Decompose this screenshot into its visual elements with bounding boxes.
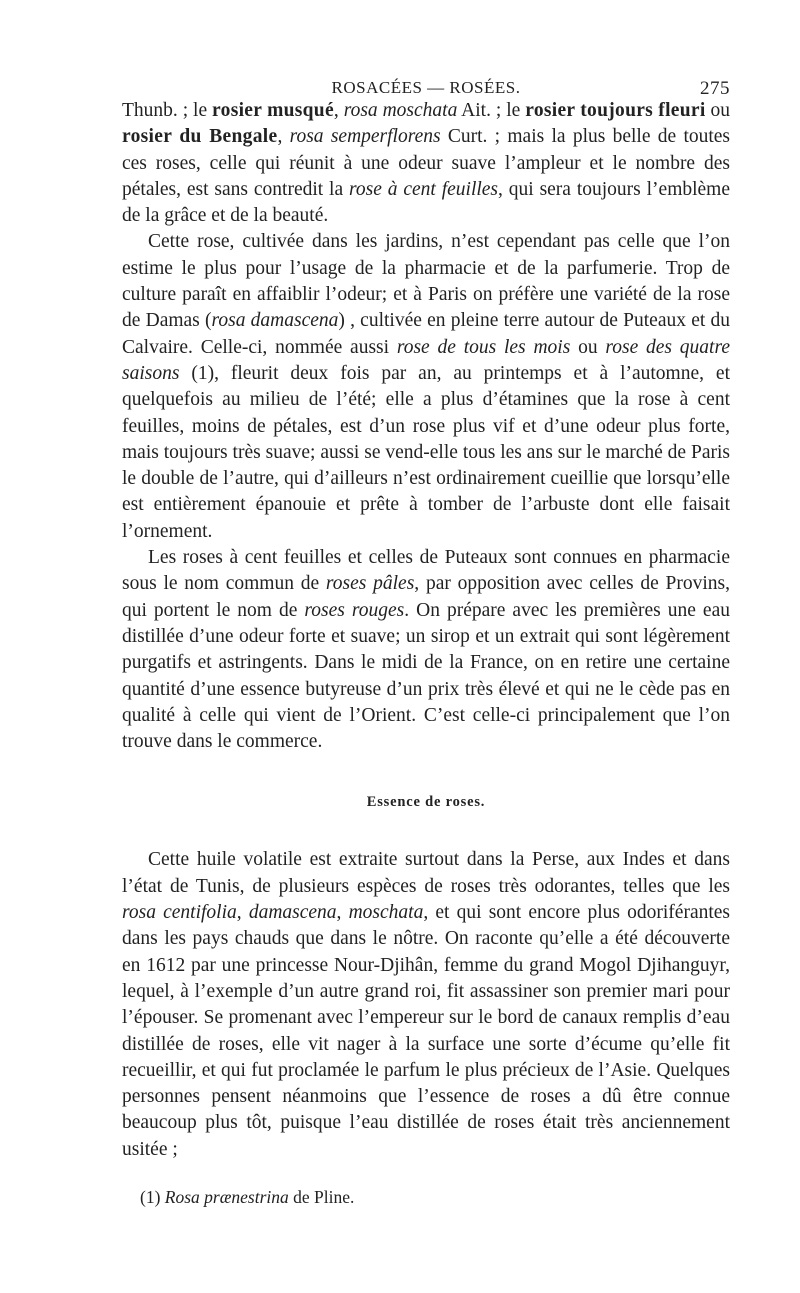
running-head [122, 70, 730, 98]
text-run: Cette rose, cultivée dans les jardins, n’est cependant pas celle que l’on estime le plus pour l’usage de la pharmacie et de la parfumerie. Trop de culture paraît en affaiblir l’odeur; et à Paris on préfère une variété de la rose de Damas ( [122, 231, 730, 332]
italic-term: roses rouges [304, 599, 405, 621]
running-title: ROSACÉES — ROSÉES. [331, 78, 521, 97]
latin-name: Rosa prænestrina [164, 1186, 289, 1207]
paragraph-continuation [122, 98, 730, 229]
text-run: , par opposition avec celles de Provins, qui portent le nom de [122, 573, 730, 621]
latin-name: rosa centifolia [122, 902, 237, 924]
latin-name: moschata [348, 902, 424, 924]
text-run: de Pline. [288, 1186, 355, 1207]
bold-term: rosier du Bengale [122, 126, 278, 148]
text-run: , [236, 902, 249, 924]
page-number: 275 [700, 78, 730, 99]
italic-term: roses pâles [325, 573, 415, 595]
text-run: Ait. ; le [457, 100, 526, 121]
text-run: ) , cultivée en pleine terre autour de Puteaux et du Calvaire. Celle-ci, nommée aussi [122, 310, 730, 358]
text-run: Cette huile volatile est extraite surtout dans la Perse, aux Indes et dans l’état de Tunis, de plusieurs espèces de roses très odorantes, telles que les [122, 849, 730, 897]
book-page [122, 70, 730, 1208]
text-run: , et qui sont encore plus odoriférantes dans les pays chauds que dans le nôtre. On raconte qu’elle a été découverte en 1612 par une princesse Nour-Djihân, femme du grand Mogol Djihanguyr, lequel, à l’exemple d’un autre grand roi, fit assassiner son premier mari pour l’épouser. Se promenant avec l’empereur sur le bord de canaux remplis d’eau distillée de roses, elle vit nager à la surface une sorte d’écume qu’elle fit recueillir, et qui fut proclamée le parfum le plus précieux de l’Asie. Quelques personnes pensent néanmoins que l’essence de roses a dû être connue beaucoup plus tôt, puisque l’eau distillée de roses était très anciennement usitée ; [122, 902, 731, 1160]
latin-name: damascena [248, 902, 337, 924]
bold-term: rosier musqué [212, 100, 334, 121]
text-run: (1), fleurit deux fois par an, au printemps et à l’automne, et quelquefois au milieu de l’été; elle a plus d’étamines que la rose à cent feuilles, moins de pétales, est d’un rose plus vif et d’une odeur plus forte, mais toujours très suave; aussi se vend-elle tous les ans sur le marché de Paris le double de l’autre, qui d’ailleurs n’est ordinairement cueillie que lorsqu’elle est entièrement épanouie et prête à tomber de l’arbuste dont elle faisait l’ornement. [122, 362, 730, 542]
latin-name: rosa moschata [343, 100, 458, 121]
section-title: Essence de roses. [366, 794, 486, 811]
text-run: Thunb. ; le [122, 100, 213, 121]
text-run: , [336, 902, 349, 924]
footnote-marker: (1) [140, 1186, 165, 1207]
italic-term: rose à cent feuilles [349, 178, 499, 200]
text-run: , [277, 126, 290, 148]
text-run: Les roses à cent feuilles et celles de Puteaux sont connues en pharmacie sous le nom commun de [122, 547, 730, 595]
text-run: . On prépare avec les premières une eau distillée d’une odeur forte et suave; un sirop et un extrait qui sont légèrement purgatifs et astringents. Dans le midi de la France, on en retire une certaine quantité d’une essence butyreuse d’un prix très élevé et qui ne le cède pas en qualité à celle qui vient de l’Orient. C’est celle-ci principalement que l’on trouve dans le commerce. [122, 599, 730, 753]
footnote [122, 1187, 730, 1208]
latin-name: rosa damascena [211, 310, 339, 332]
text-run: ou [570, 336, 606, 358]
paragraph-pharmacy [122, 545, 730, 755]
italic-term: rose des quatre saisons [122, 336, 730, 384]
latin-name: rosa semperflorens [289, 126, 441, 148]
italic-term: rose de tous les mois [396, 336, 571, 358]
paragraph-essence [122, 847, 730, 1163]
bold-term: rosier toujours fleuri [525, 100, 706, 121]
text-run: ou [705, 100, 730, 121]
paragraph-cultivation [122, 229, 730, 545]
text-run: Curt. ; mais la plus belle de toutes ces roses, celle qui réunit à une odeur suave l’ampleur et le nombre des pétales, est sans contredit la [122, 126, 731, 200]
text-run: , [333, 100, 344, 121]
text-run: , qui sera toujours l’emblème de la grâce et de la beauté. [122, 178, 731, 227]
